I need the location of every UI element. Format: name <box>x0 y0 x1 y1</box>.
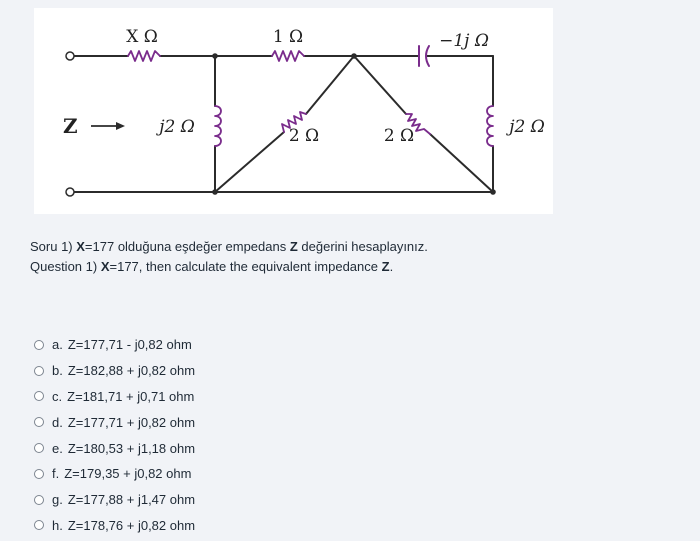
option-text: Z=180,53 + j1,18 ohm <box>67 440 196 456</box>
question-tr-suffix: değerini hesaplayınız. <box>297 239 428 254</box>
option-a[interactable] <box>34 332 195 358</box>
option-b[interactable] <box>34 358 195 384</box>
circuit-svg <box>34 8 553 214</box>
option-text: Z=178,76 + j0,82 ohm <box>67 517 196 533</box>
one-ohm-resistor-icon <box>272 51 304 61</box>
question-tr-prefix: Soru 1) <box>30 239 77 254</box>
question-english <box>30 257 428 277</box>
question-en-mid: =177, then calculate the equivalent impedance <box>109 259 382 274</box>
question-tr-mid: =177 olduğuna eşdeğer empedans <box>84 239 290 254</box>
node-dot-bottom-right <box>490 189 496 195</box>
right-inductor-label: j2 Ω <box>509 117 545 137</box>
option-c[interactable] <box>34 384 195 410</box>
capacitor-label: −1j Ω <box>439 31 489 51</box>
option-letter: h. <box>52 517 63 533</box>
right-diagonal-lower <box>430 134 493 192</box>
question-tr-x: X <box>76 239 85 254</box>
radio-button[interactable] <box>34 417 44 427</box>
left-diagonal-resistor-label: 2 Ω <box>288 126 320 146</box>
option-text: Z=177,71 + j0,82 ohm <box>67 414 196 430</box>
option-letter: b. <box>52 363 63 379</box>
left-inductor-label: j2 Ω <box>159 117 195 137</box>
option-text: Z=182,88 + j0,82 ohm <box>67 363 196 379</box>
radio-button[interactable] <box>34 469 44 479</box>
option-letter: c. <box>52 388 63 404</box>
node-dot-bottom-left <box>212 189 218 195</box>
right-diagonal-upper <box>354 56 406 114</box>
option-h[interactable] <box>34 513 195 539</box>
option-text: Z=181,71 + j0,71 ohm <box>67 388 195 404</box>
one-ohm-label: 1 Ω <box>272 27 304 47</box>
question-en-suffix: . <box>389 259 394 274</box>
question-tr-z: Z <box>289 239 298 254</box>
question-en-prefix: Question 1) <box>30 259 101 274</box>
option-d[interactable] <box>34 409 195 435</box>
option-text: Z=177,88 + j1,47 ohm <box>67 492 196 508</box>
answer-options <box>34 332 195 538</box>
x-resistor-icon <box>128 51 160 61</box>
radio-button[interactable] <box>34 366 44 376</box>
left-diagonal-lower <box>215 132 284 192</box>
option-e[interactable] <box>34 435 195 461</box>
option-g[interactable] <box>34 487 195 513</box>
right-diagonal-resistor-label: 2 Ω <box>383 126 415 146</box>
question-text <box>30 237 428 277</box>
option-letter: e. <box>52 440 63 456</box>
radio-button[interactable] <box>34 495 44 505</box>
option-letter: d. <box>52 414 63 430</box>
option-letter: f. <box>52 466 60 482</box>
option-letter: g. <box>52 492 63 508</box>
top-terminal <box>66 52 74 60</box>
question-en-x: X <box>100 259 110 274</box>
radio-button[interactable] <box>34 443 44 453</box>
left-diagonal-upper <box>306 56 354 114</box>
node-dot-apex <box>351 53 357 59</box>
left-inductor-icon <box>215 106 221 146</box>
right-inductor-icon <box>487 106 493 146</box>
bottom-terminal <box>66 188 74 196</box>
option-letter: a. <box>52 337 63 353</box>
question-en-z: Z <box>381 259 390 274</box>
option-text: Z=179,35 + j0,82 ohm <box>64 466 192 482</box>
circuit-diagram <box>34 8 553 214</box>
option-text: Z=177,71 - j0,82 ohm <box>67 337 192 353</box>
radio-button[interactable] <box>34 520 44 530</box>
z-label: Z <box>63 114 78 138</box>
z-arrow-icon <box>91 122 125 130</box>
radio-button[interactable] <box>34 391 44 401</box>
question-turkish <box>30 237 428 257</box>
node-dot-top-left <box>212 53 218 59</box>
radio-button[interactable] <box>34 340 44 350</box>
x-resistor-label: X Ω <box>126 27 158 47</box>
option-f[interactable] <box>34 461 195 487</box>
